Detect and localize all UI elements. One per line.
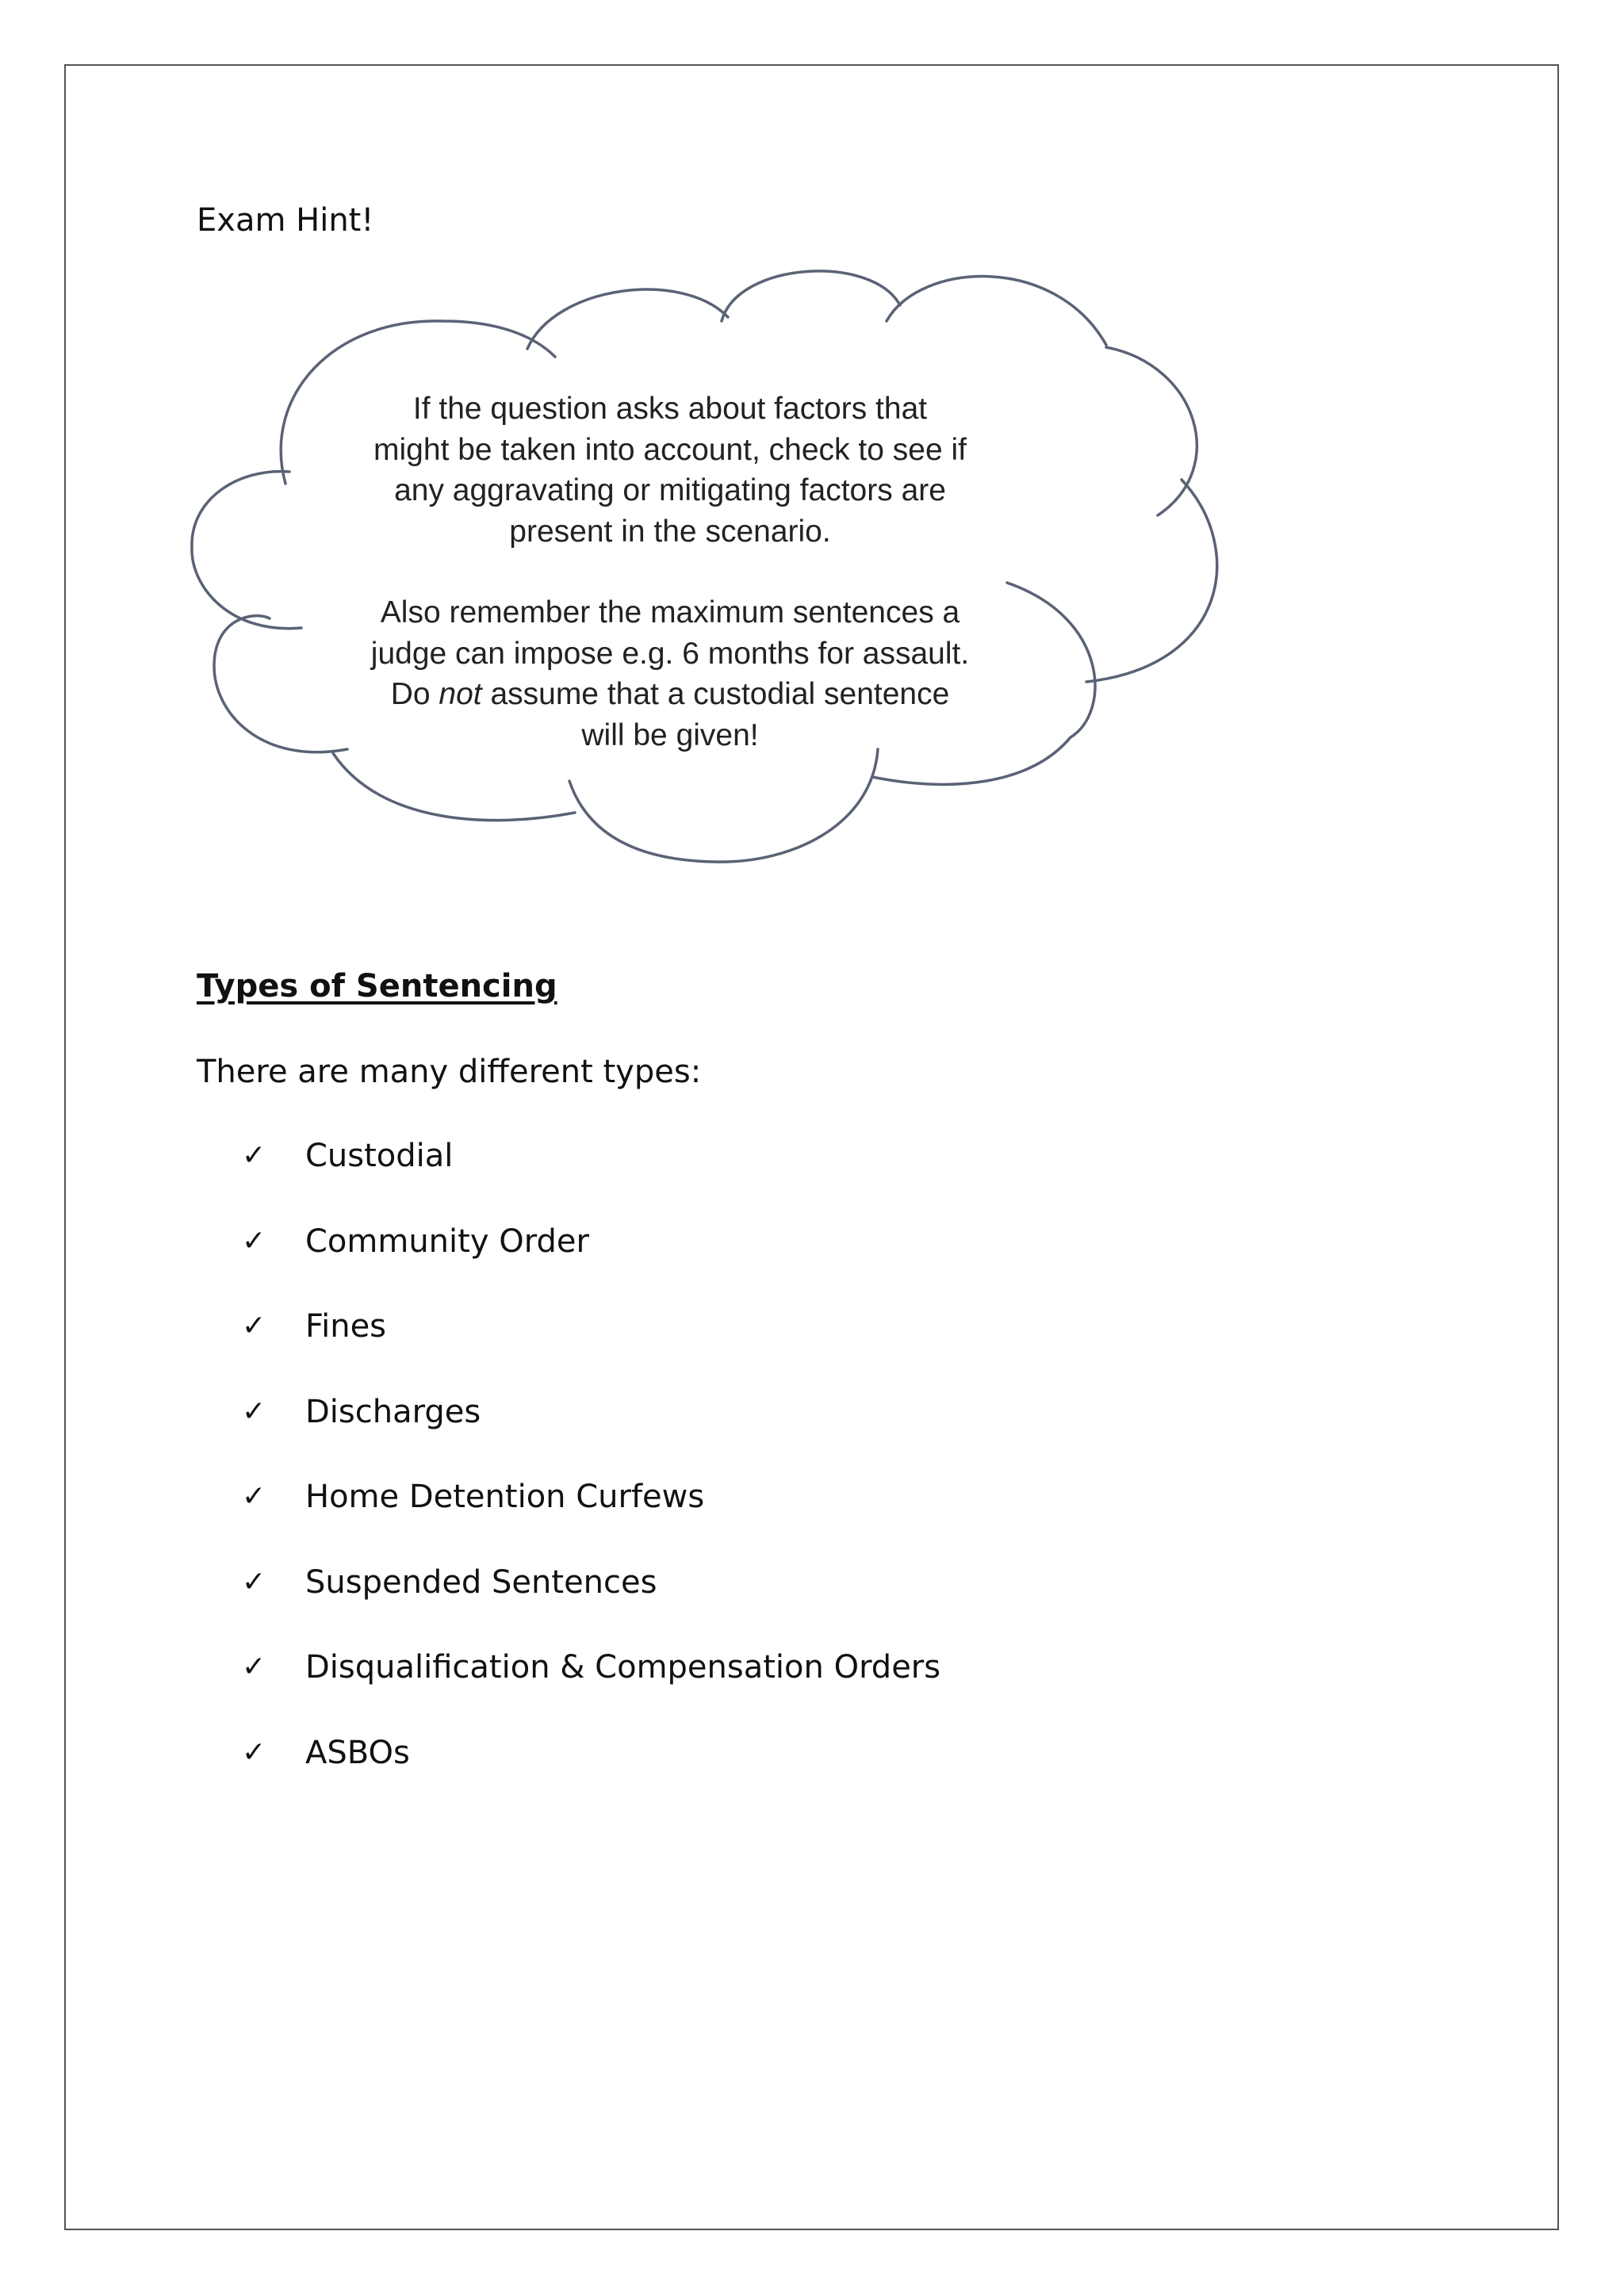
hint-line: will be given! bbox=[581, 718, 759, 752]
list-item-label: Custodial bbox=[305, 1138, 454, 1174]
hint-line: judge can impose e.g. 6 months for assault. bbox=[370, 636, 970, 671]
hint-line: If the question asks about factors that bbox=[412, 392, 928, 426]
list-item-label: Home Detention Curfews bbox=[305, 1479, 705, 1515]
hint-line-emphasis: Do not assume that a custodial sentence bbox=[390, 677, 950, 711]
check-icon: ✓ bbox=[242, 1139, 266, 1172]
list-item-label: Community Order bbox=[305, 1223, 589, 1260]
list-item-label: Discharges bbox=[305, 1393, 481, 1430]
hint-cloud-text bbox=[317, 388, 1023, 756]
hint-line: any aggravating or mitigating factors are bbox=[394, 473, 946, 507]
list-item bbox=[242, 1732, 940, 1818]
check-icon: ✓ bbox=[242, 1565, 266, 1598]
list-item-label: Disqualification & Compensation Orders bbox=[305, 1649, 941, 1686]
hint-line: Also remember the maximum sentences a bbox=[380, 595, 960, 629]
list-item-label: ASBOs bbox=[305, 1734, 410, 1771]
list-item-label: Fines bbox=[305, 1308, 387, 1345]
list-item bbox=[242, 1562, 940, 1647]
list-item-label: Suspended Sentences bbox=[305, 1563, 657, 1601]
section-intro: There are many different types: bbox=[197, 1054, 702, 1090]
sentencing-types-list bbox=[242, 1135, 940, 1817]
list-item bbox=[242, 1306, 940, 1391]
list-item bbox=[242, 1391, 940, 1477]
exam-hint-title: Exam Hint! bbox=[197, 202, 374, 239]
check-icon: ✓ bbox=[242, 1310, 266, 1342]
section-heading: Types of Sentencing bbox=[197, 968, 557, 1004]
check-icon: ✓ bbox=[242, 1224, 266, 1257]
list-item bbox=[242, 1135, 940, 1221]
list-item bbox=[242, 1647, 940, 1732]
hint-line: might be taken into account, check to see if bbox=[373, 432, 967, 467]
check-icon: ✓ bbox=[242, 1735, 266, 1769]
list-item bbox=[242, 1221, 940, 1307]
list-item bbox=[242, 1476, 940, 1562]
check-icon: ✓ bbox=[242, 1480, 266, 1513]
hint-line: present in the scenario. bbox=[509, 514, 831, 549]
check-icon: ✓ bbox=[242, 1395, 266, 1428]
check-icon: ✓ bbox=[242, 1651, 266, 1683]
